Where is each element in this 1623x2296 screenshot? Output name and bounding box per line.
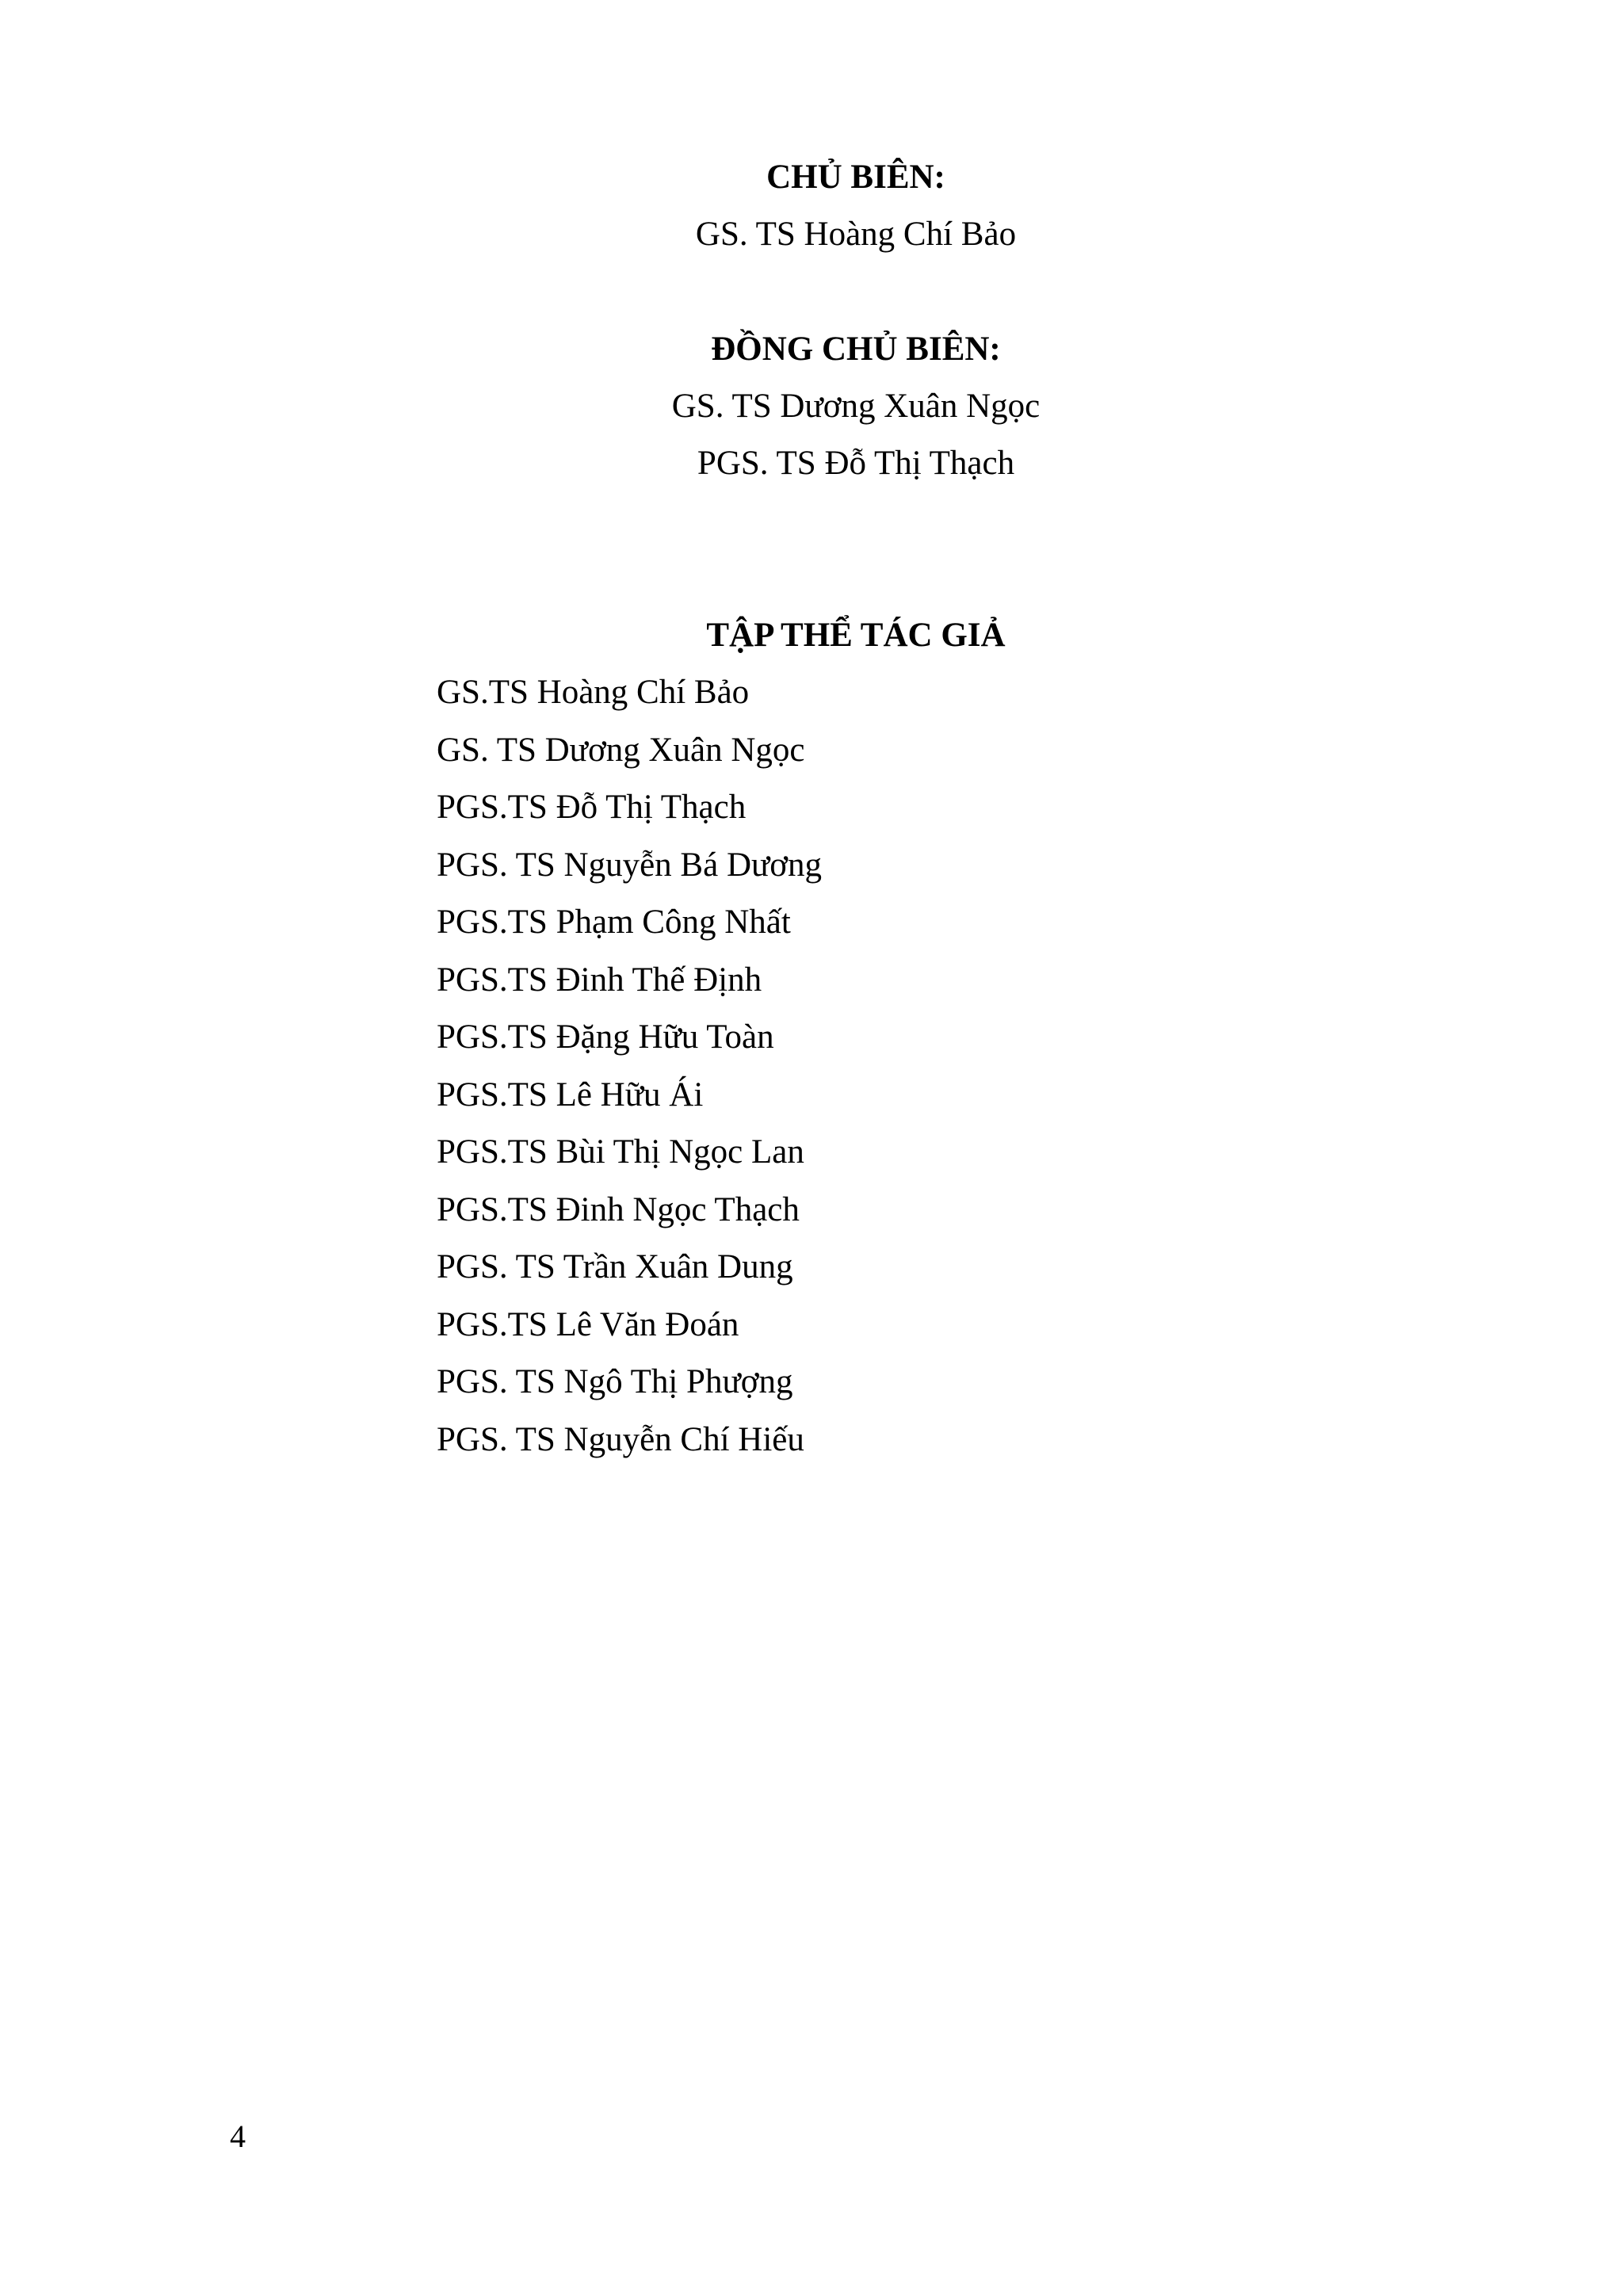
author-name: PGS. TS Nguyễn Bá Dương [437, 846, 823, 884]
author-name: PGS. TS Nguyễn Chí Hiếu [437, 1420, 804, 1458]
co-editor-name: PGS. TS Đỗ Thị Thạch [697, 445, 1015, 482]
co-editor-heading: ĐỒNG CHỦ BIÊN: [711, 330, 1001, 368]
author-name: PGS.TS Đỗ Thị Thạch [437, 789, 747, 826]
author-name: PGS.TS Đinh Thế Định [437, 961, 762, 999]
authors-section-header [0, 607, 1623, 664]
page-number: 4 [230, 2118, 246, 2154]
author-name: PGS.TS Phạm Công Nhất [437, 904, 791, 941]
co-editor-name: GS. TS Dương Xuân Ngọc [671, 388, 1041, 425]
author-name: GS. TS Dương Xuân Ngọc [437, 731, 805, 769]
authors-list [437, 664, 822, 1469]
author-name: PGS.TS Lê Văn Đoán [437, 1305, 739, 1343]
co-editor-section [0, 321, 1623, 492]
authors-heading: TẬP THỂ TÁC GIẢ [706, 617, 1006, 654]
author-name: PGS. TS Trần Xuân Dung [437, 1248, 793, 1286]
author-name: GS.TS Hoàng Chí Bảo [437, 674, 750, 711]
editor-heading: CHỦ BIÊN: [766, 159, 945, 196]
editor-name: GS. TS Hoàng Chí Bảo [695, 216, 1017, 253]
author-name: PGS.TS Lê Hữu Ái [437, 1075, 704, 1114]
author-name: PGS.TS Đặng Hữu Toàn [437, 1018, 774, 1056]
author-name: PGS.TS Bùi Thị Ngọc Lan [437, 1133, 804, 1171]
author-name: PGS. TS Ngô Thị Phượng [437, 1363, 793, 1400]
author-name: PGS.TS Đinh Ngọc Thạch [437, 1190, 800, 1228]
editor-section [0, 149, 1623, 263]
